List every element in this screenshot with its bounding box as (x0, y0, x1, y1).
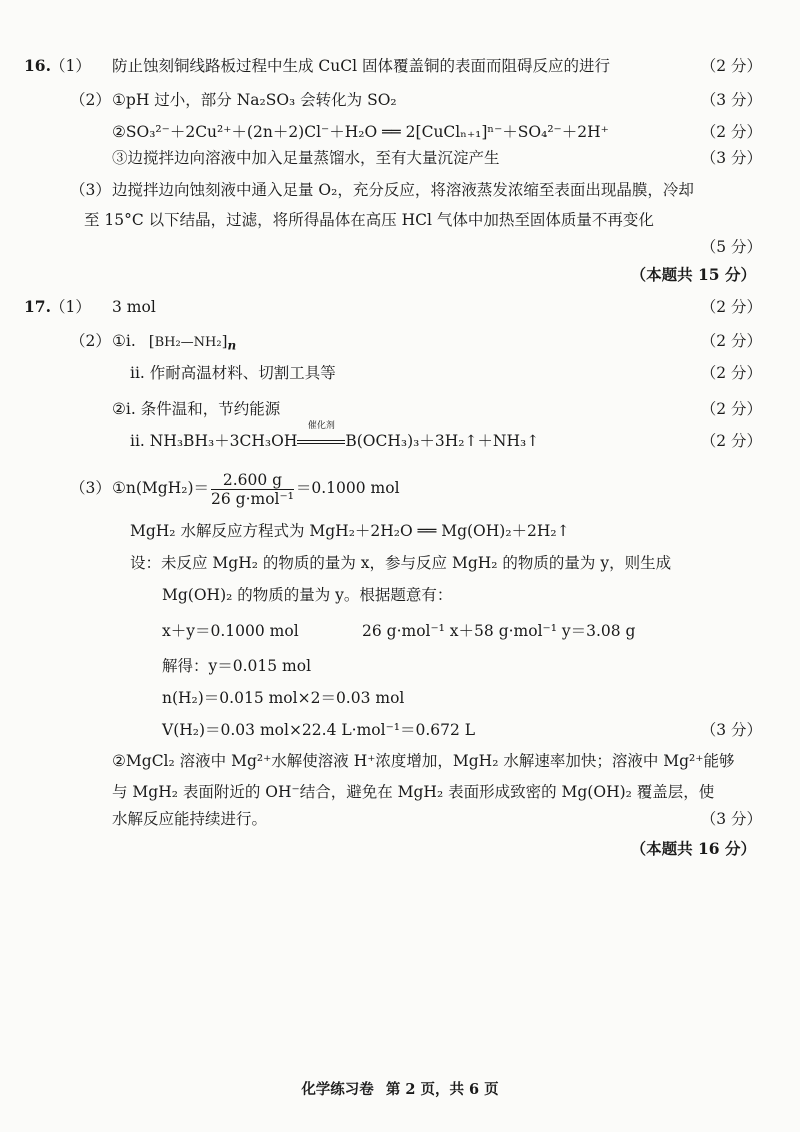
q17-p3f-text: 解得：y＝0.015 mol (162, 657, 312, 675)
q17-p3h-text: V(H₂)＝0.03 mol×22.4 L·mol⁻¹＝0.672 L (162, 721, 476, 739)
q17-p2c-text: ②i. 条件温和，节约能源 (112, 400, 281, 418)
q17-p2b-text: ii. 作耐高温材料、切割工具等 (130, 364, 336, 382)
q17-p2d-suffix: B(OCH₃)₃＋3H₂↑＋NH₃↑ (345, 432, 540, 450)
q17-p3a-formula (112, 470, 400, 508)
polymer-repeat-unit: BH₂—NH₂ (154, 335, 222, 350)
q17-p3k-text: 水解反应能持续进行。 (112, 810, 268, 828)
q16-p3-score: （5 分） (700, 238, 762, 256)
q17-total: （本题共 16 分） (630, 839, 756, 858)
q17-p3a-prefix: ①n(MgH₂)＝ (112, 479, 209, 497)
q16-p2b-score: （2 分） (700, 123, 762, 141)
q17-p2a-content (112, 330, 236, 357)
q17-p3a-suffix: ＝0.1000 mol (295, 479, 400, 497)
q17-p2c-score: （2 分） (700, 400, 762, 418)
q16-p3-label: （3） (70, 181, 111, 199)
polymer-formula: $[BH_2—NH_2]_n$ (148, 332, 237, 353)
polymer-subscript: n (227, 338, 237, 353)
q17-part3a (0, 470, 800, 510)
q17-p3d-text: Mg(OH)₂ 的物质的量为 y。根据题意有： (162, 586, 453, 604)
q16-p1-text: 防止蚀刻铜线路板过程中生成 CuCl 固体覆盖铜的表面而阻碍反应的进行 (112, 57, 611, 75)
q16-p1-score: （2 分） (700, 57, 762, 75)
fraction-denominator: 26 g·mol⁻¹ (211, 489, 294, 508)
q16-p2c-text: ③边搅拌边向溶液中加入足量蒸馏水，至有大量沉淀产生 (112, 149, 500, 167)
q16-p2a-score: （3 分） (700, 91, 762, 109)
q17-p2a-prefix: ①i. (112, 332, 136, 350)
q16-number: 16. (24, 56, 51, 75)
q16-total: （本题共 15 分） (630, 265, 756, 284)
q17-p1-score: （2 分） (700, 298, 762, 316)
q17-p3j-text: 与 MgH₂ 表面附近的 OH⁻结合，避免在 MgH₂ 表面形成致密的 Mg(OH)₂ 覆盖层，使 (112, 783, 715, 801)
q17-p3e2-equation: 26 g·mol⁻¹ x＋58 g·mol⁻¹ y＝3.08 g (362, 622, 636, 640)
catalyst-arrow (297, 421, 345, 452)
q17-p3h-score: （3 分） (700, 721, 762, 739)
q17-p3c-text: 设：未反应 MgH₂ 的物质的量为 x，参与反应 MgH₂ 的物质的量为 y，则生成 (130, 554, 672, 572)
q17-p3b-text: MgH₂ 水解反应方程式为 MgH₂＋2H₂O ══ Mg(OH)₂＋2H₂↑ (130, 522, 570, 540)
q17-p2b-score: （2 分） (700, 364, 762, 382)
q17-p2d-score: （2 分） (700, 432, 762, 450)
q17-p3i-text: ②MgCl₂ 溶液中 Mg²⁺水解使溶液 H⁺浓度增加，MgH₂ 水解速率加快；溶液中 Mg²⁺能够 (112, 752, 735, 770)
q16-p3a-text: 边搅拌边向蚀刻液中通入足量 O₂，充分反应，将溶液蒸发浓缩至表面出现晶膜，冷却 (112, 181, 694, 199)
fraction (211, 471, 294, 508)
q16-p3b-text: 至 15°C 以下结晶，过滤，将所得晶体在高压 HCl 气体中加热至固体质量不再变化 (84, 211, 654, 229)
q17-number: 17. (24, 297, 51, 316)
q17-p1-text: 3 mol (112, 298, 156, 316)
q17-p2a-score: （2 分） (700, 332, 762, 350)
q16-p2b-equation: ②SO₃²⁻＋2Cu²⁺＋(2n＋2)Cl⁻＋H₂O ══ 2[CuClₙ₊₁]ⁿ⁻＋SO₄²⁻＋2H⁺ (112, 123, 609, 141)
q17-p3e1-equation: x＋y＝0.1000 mol (162, 622, 299, 640)
q16-p2-label: （2） (70, 91, 111, 109)
footer-subject: 化学练习卷 (301, 1081, 374, 1098)
double-bar (297, 440, 345, 444)
q17-p2d-prefix: ii. NH₃BH₃＋3CH₃OH (130, 432, 298, 450)
q17-p3g-text: n(H₂)＝0.015 mol×2＝0.03 mol (162, 689, 405, 707)
q17-p1-label: （1） (50, 298, 91, 316)
q17-p2d-equation (130, 421, 540, 452)
q16-p2c-score: （3 分） (700, 149, 762, 167)
page-footer (0, 1078, 800, 1099)
footer-page-number: 第 2 页，共 6 页 (385, 1081, 499, 1098)
fraction-numerator: 2.600 g (211, 471, 294, 490)
q17-p3-label: （3） (70, 479, 111, 497)
q16-p2a-text: ①pH 过小，部分 Na₂SO₃ 会转化为 SO₂ (112, 91, 397, 109)
q16-p1-label: （1） (50, 57, 91, 75)
q17-p2-label: （2） (70, 332, 111, 350)
q17-p3k-score: （3 分） (700, 810, 762, 828)
catalyst-label: 催化剂 (307, 421, 335, 431)
